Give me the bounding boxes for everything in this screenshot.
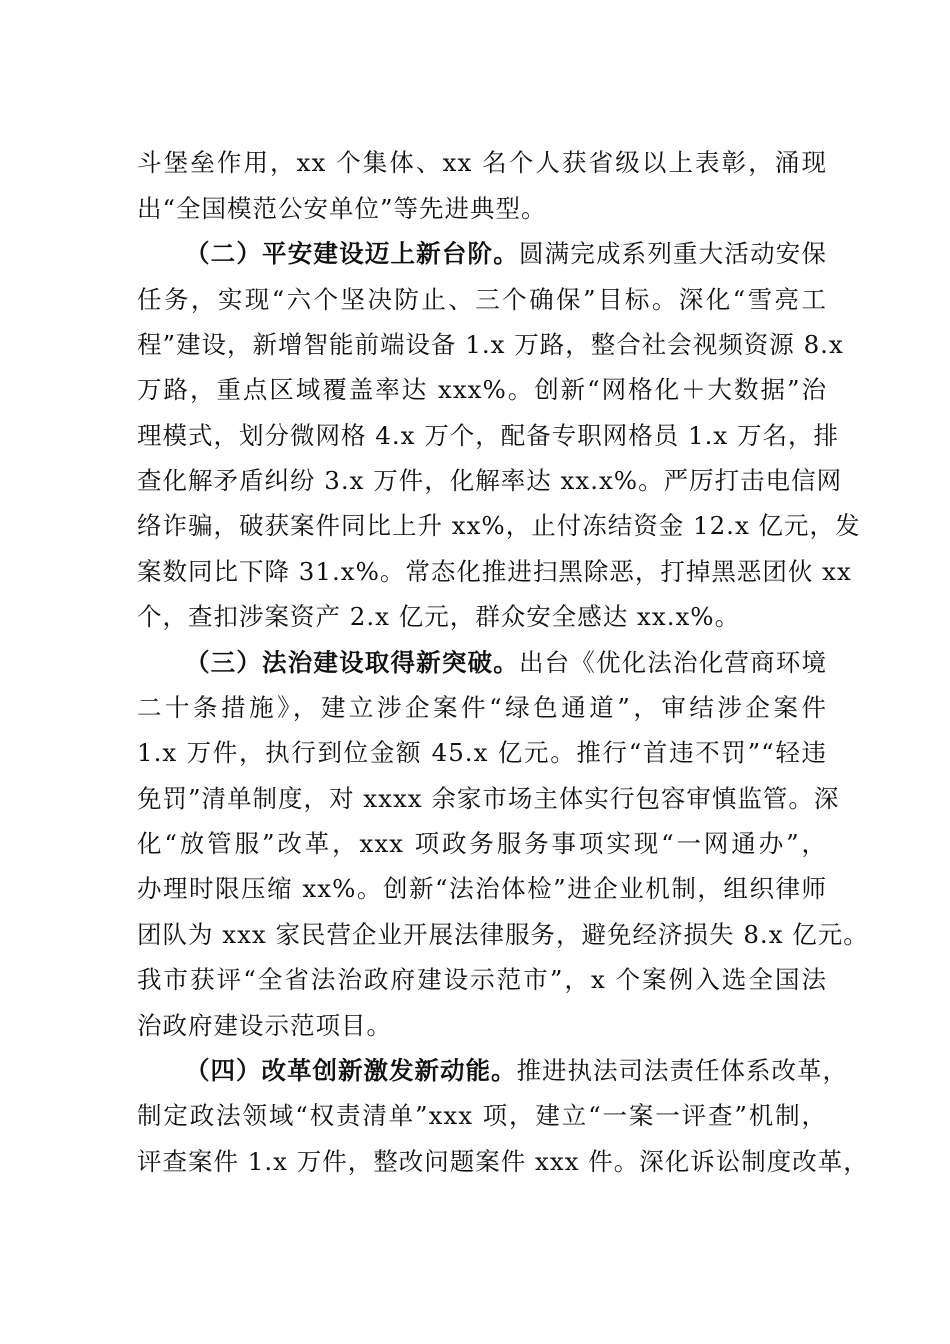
body-line [137,549,852,595]
body-line [137,140,827,186]
section-heading: （四）改革创新激发新动能。 [185,1056,517,1085]
body-line [137,277,827,323]
line-text: 任务，实现“六个坚决防止、三个确保”目标。深化“雪亮工 [137,285,827,314]
line-text: 团队为 xxx 家民营企业开展法律服务，避免经济损失 8.x 亿元。 [137,920,869,949]
section-heading: （三）法治建设取得新突破。 [185,648,519,677]
body-line [137,957,827,1003]
line-text: 圆满完成系列重大活动安保 [518,239,827,268]
line-text: 我市获评“全省法治政府建设示范市”，x 个案例入选全国法 [137,965,827,994]
section-heading: （二）平安建设迈上新台阶。 [185,239,519,268]
line-text: 理模式，划分微网格 4.x 万个，配备专职网格员 1.x 万名，排 [137,421,840,450]
line-text: 免罚”清单制度，对 xxxx 余家市场主体实行包容审慎监管。深 [137,784,840,813]
body-line [137,821,827,867]
line-text: 络诈骗，破获案件同比上升 xx%，止付冻结资金 12.x 亿元，发 [137,511,861,540]
line-text: 治政府建设示范项目。 [137,1011,392,1040]
body-line [137,866,827,912]
line-text: 化“放管服”改革，xxx 项政务服务事项实现“一网通办”， [137,829,827,858]
body-line [137,1093,827,1139]
line-text: 出台《优化法治化营商环境 [518,648,827,677]
body-line [137,1003,827,1049]
body-line [137,413,840,459]
body-line [137,322,844,368]
line-text: 办理时限压缩 xx%。创新“法治体检”进企业机制，组织律师 [137,874,827,903]
line-text: 万路，重点区域覆盖率达 xxx%。创新“网格化＋大数据”治 [137,375,827,404]
body-line [137,1139,869,1185]
line-text: 个，查扣涉案资产 2.x 亿元，群众安全感达 xx.x%。 [137,602,741,631]
line-text: 案数同比下降 31.x%。常态化推进扫黑除恶，打掉黑恶团伙 xx [137,557,852,586]
line-text: 制定政法领域“权责清单”xxx 项，建立“一案一评查”机制， [137,1101,827,1130]
section-heading-line [185,231,827,277]
line-text: 出“全国模范公安单位”等先进典型。 [137,194,547,223]
line-text: 二十条措施》，建立涉企案件“绿色通道”，审结涉企案件 [137,693,827,722]
line-text: 1.x 万件，执行到位金额 45.x 亿元。推行“首违不罚”“轻违 [137,738,827,767]
body-line [137,730,827,776]
body-line [137,186,827,232]
body-line [137,594,827,640]
body-line [137,685,827,731]
line-text: 斗堡垒作用，xx 个集体、xx 名个人获省级以上表彰，涌现 [137,148,827,177]
body-line [137,776,840,822]
body-line [137,458,843,504]
line-text: 推进执法司法责任体系改革， [516,1056,848,1085]
body-line [137,503,861,549]
body-line [137,912,869,958]
body-line [137,367,827,413]
section-heading-line [185,640,827,686]
line-text: 程”建设，新增智能前端设备 1.x 万路，整合社会视频资源 8.x [137,330,844,359]
line-text: 评查案件 1.x 万件，整改问题案件 xxx 件。深化诉讼制度改革， [137,1147,869,1176]
section-heading-line [185,1048,848,1094]
line-text: 查化解矛盾纠纷 3.x 万件，化解率达 xx.x%。严厉打击电信网 [137,466,843,495]
